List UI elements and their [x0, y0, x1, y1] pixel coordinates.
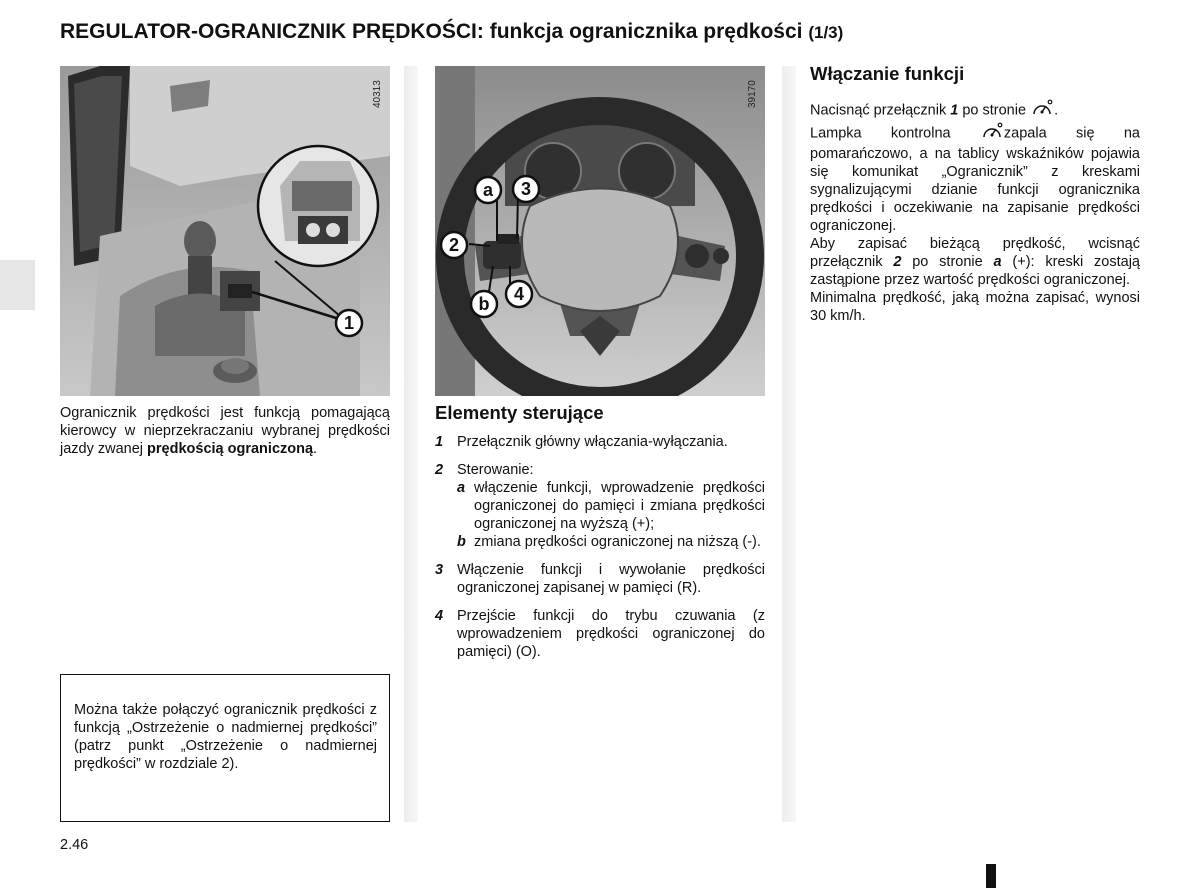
text: zapala się na pomarańczowo, a na tablicy wskaźników pojawia się komunikat „Ogranicznik” z kreskami sygnalizującymi dzianie funkcji ogranicznika prędkości i oczekiwanie na zapisanie prędkości ograniczonej.: [810, 125, 1140, 234]
paragraph: [810, 235, 1140, 289]
switch-number: 1: [950, 102, 959, 119]
controls-list: [435, 433, 765, 671]
intro-bold-term: prędkością ograniczoną: [147, 441, 314, 457]
list-item: [435, 561, 765, 597]
wheel-callout-3: 3: [520, 179, 532, 199]
page-title-main: REGULATOR-OGRANICZNIK PRĘDKOŚCI: funkcja ogranicznika prędkości: [60, 20, 803, 43]
console-callout-1: 1: [343, 313, 355, 333]
side-letter: a: [993, 254, 1002, 270]
list-item: [435, 433, 765, 451]
item-number: 1: [435, 434, 444, 450]
item-text: Przełącznik główny włączania-wyłączania.: [457, 434, 728, 450]
item-text: Sterowanie:: [457, 462, 534, 478]
sub-letter: a: [457, 480, 466, 496]
item-text: Włączenie funkcji i wywołanie prędkości ograniczonej zapisanej w pamięci (R).: [457, 562, 765, 596]
item-number: 3: [435, 562, 444, 578]
text: (+): kreski zostają zastąpione przez wartość prędkości ograniczonej.: [810, 254, 1140, 288]
figure-number: 40313: [372, 80, 383, 108]
paragraph: [810, 122, 1140, 235]
item-number: 4: [435, 608, 444, 624]
page-title: [60, 20, 843, 44]
controls-heading: Elementy sterujące: [435, 402, 604, 423]
speed-limiter-warning-light-icon: [980, 122, 1004, 145]
chapter-tab: [0, 260, 35, 310]
text: Nacisnąć przełącznik: [810, 102, 951, 119]
wheel-callout-4: 4: [513, 284, 525, 304]
sub-item: [457, 533, 765, 551]
column-gutter: [782, 66, 796, 822]
item-text: Przejście funkcji do trybu czuwania (z wprowadzeniem prędkości ograniczonej do pamięci) (O).: [457, 608, 765, 660]
page-title-part: (1/3): [808, 23, 844, 42]
text: Lampka kontrolna: [810, 125, 980, 142]
intro-end: .: [313, 441, 318, 457]
item-number: 2: [435, 462, 444, 478]
text: Aby zapisać bieżącą prędkość, wcisnąć przełącznik: [810, 236, 1140, 270]
switch-number: 2: [893, 254, 902, 270]
note-text: Można także połączyć ogranicznik prędkości z funkcją „Ostrzeżenie o nadmiernej prędkości” (patrz punkt „Ostrzeżenie o nadmiernej prędkości” w rozdziale 2).: [74, 702, 377, 772]
console-photo: [60, 66, 390, 396]
wheel-callout-a: a: [482, 180, 494, 200]
steering-wheel-photo: [435, 66, 765, 396]
note-box: [60, 674, 390, 822]
paragraph: Minimalna prędkość, jaką można zapisać, wynosi 30 km/h.: [810, 290, 1140, 324]
sub-text: zmiana prędkości ograniczonej na niższą (-).: [474, 534, 761, 550]
list-item: [435, 607, 765, 661]
speed-limiter-icon: [1030, 99, 1054, 122]
text: .: [1054, 102, 1059, 119]
list-item: [435, 461, 765, 551]
text: po stronie: [901, 254, 994, 270]
page-number: 2.46: [60, 837, 89, 853]
wheel-callout-b: b: [478, 294, 490, 314]
paragraph: [810, 99, 1140, 122]
sub-letter: b: [457, 534, 466, 550]
figure-number: 39170: [747, 80, 758, 108]
intro-paragraph: [60, 404, 390, 458]
sub-item: [457, 479, 765, 533]
activation-heading: Włączanie funkcji: [810, 63, 965, 84]
text: po stronie: [958, 102, 1031, 119]
page-edge-mark: [986, 864, 996, 888]
column-gutter: [404, 66, 418, 822]
sub-text: włączenie funkcji, wprowadzenie prędkości ograniczonej do pamięci i zmiana prędkości ograniczonej na wyższą (+);: [474, 480, 765, 532]
activation-text: [810, 99, 1140, 325]
wheel-callout-2: 2: [448, 235, 460, 255]
intro-text: Ogranicznik prędkości jest funkcją pomagającą kierowcy w nieprzekraczaniu wybranej prędkości jazdy zwanej: [60, 405, 390, 457]
